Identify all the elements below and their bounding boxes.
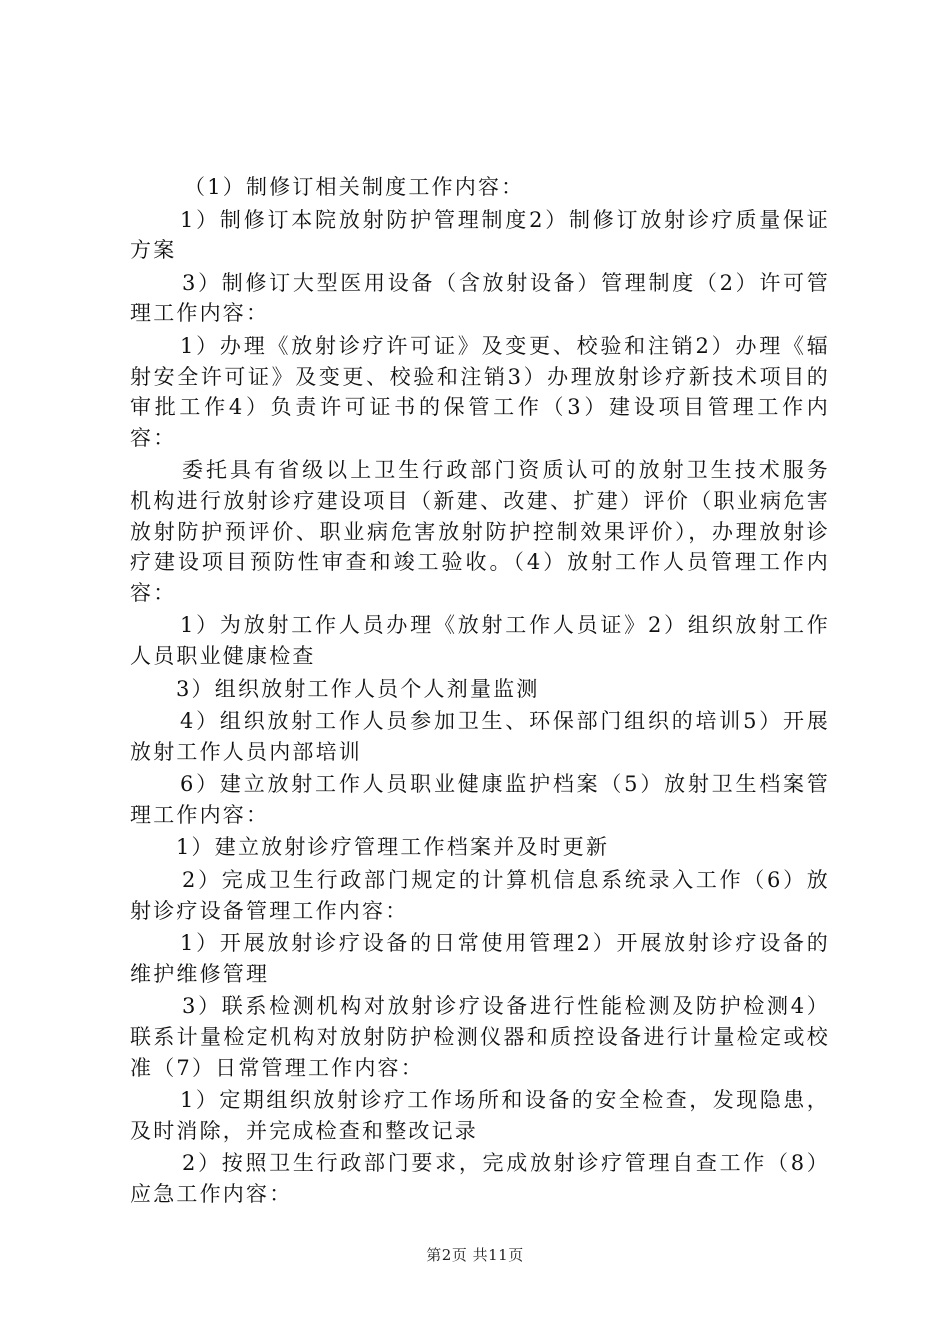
paragraph-5: 委托具有省级以上卫生行政部门资质认可的放射卫生技术服务机构进行放射诊疗建设项目（新建、改建、扩建）评价（职业病危害放射防护预评价、职业病危害放射防护控制效果评价），办理放射诊疗建设项目预防性审查和竣工验收。（4）放射工作人员管理工作内容： (130, 458, 830, 605)
paragraph-14: 1）定期组织放射诊疗工作场所和设备的安全检查，发现隐患，及时消除，并完成检查和整改记录 (130, 1088, 830, 1143)
paragraph-8: 4）组织放射工作人员参加卫生、环保部门组织的培训5）开展放射工作人员内部培训 (130, 709, 830, 764)
paragraph-3: 3）制修订大型医用设备（含放射设备）管理制度（2）许可管理工作内容： (130, 270, 830, 326)
paragraph-12: 1）开展放射诊疗设备的日常使用管理2）开展放射诊疗设备的维护维修管理 (130, 931, 830, 986)
document-body (130, 172, 830, 1212)
paragraph-10: 1）建立放射诊疗管理工作档案并及时更新 (176, 835, 610, 860)
paragraph-15: 2）按照卫生行政部门要求，完成放射诊疗管理自查工作（8）应急工作内容： (130, 1151, 830, 1206)
paragraph-13: 3）联系检测机构对放射诊疗设备进行性能检测及防护检测4）联系计量检定机构对放射防护检测仪器和质控设备进行计量检定或校准（7）日常管理工作内容： (130, 994, 830, 1080)
paragraph-4: 1）办理《放射诊疗许可证》及变更、校验和注销2）办理《辐射安全许可证》及变更、校验和注销3）办理放射诊疗新技术项目的审批工作4）负责许可证书的保管工作（3）建设项目管理工作内容： (130, 333, 830, 450)
page-number-footer: 第2页 共11页 (426, 1246, 524, 1264)
paragraph-2: 1）制修订本院放射防护管理制度2）制修订放射诊疗质量保证方案 (130, 207, 830, 263)
paragraph-7: 3）组织放射工作人员个人剂量监测 (176, 676, 540, 701)
paragraph-11: 2）完成卫生行政部门规定的计算机信息系统录入工作（6）放射诊疗设备管理工作内容： (130, 868, 830, 923)
paragraph-6: 1）为放射工作人员办理《放射工作人员证》2）组织放射工作人员职业健康检查 (130, 613, 830, 668)
paragraph-1: （1）制修订相关制度工作内容： (184, 175, 525, 199)
paragraph-9: 6）建立放射工作人员职业健康监护档案（5）放射卫生档案管理工作内容： (130, 772, 830, 827)
